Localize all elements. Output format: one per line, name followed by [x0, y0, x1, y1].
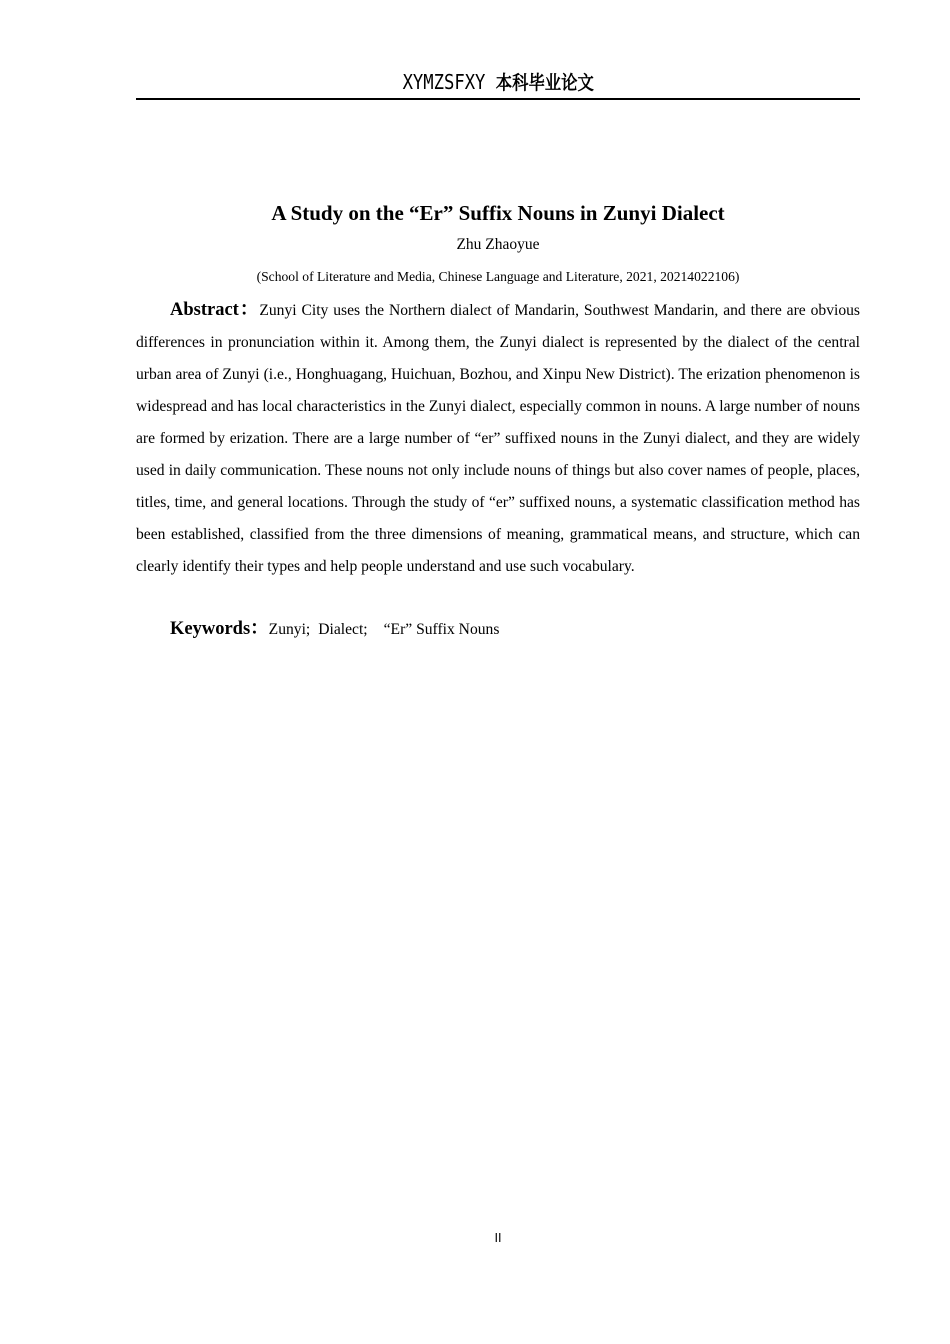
keywords-line — [136, 614, 860, 645]
keyword-item: “Er” Suffix Nouns — [383, 621, 500, 638]
page-number: II — [494, 1231, 502, 1245]
author-affiliation: (School of Literature and Media, Chinese Language and Literature, 2021, 20214022106) — [256, 269, 740, 284]
paper-title: A Study on the “Er” Suffix Nouns in Zunyi Dialect — [271, 201, 725, 225]
abstract-paragraph — [136, 294, 860, 583]
header-title — [402, 68, 593, 97]
author-name: Zhu Zhaoyue — [456, 236, 540, 253]
keyword-item: Dialect; — [318, 621, 368, 638]
header-latin: XYMZSFXY — [402, 70, 486, 94]
keywords-label: Keywords： — [170, 619, 269, 639]
running-header — [136, 68, 860, 100]
abstract-text: Zunyi City uses the Northern dialect of Mandarin, Southwest Mandarin, and there are obvious differences in pronunciation within it. Among them, the Zunyi dialect is represented by the dialect of the central urban area of Zunyi (i.e., Honghuagang, Huichuan, Bozhou, and Xinpu New District). The erization phenomenon is widespread and has local characteristics in the Zunyi dialect, especially common in nouns. A large number of nouns are formed by erization. There are a large number of “er” suffixed nouns in the Zunyi dialect, and they are widely used in daily communication. These nouns not only include nouns of things but also cover names of people, places, titles, time, and general locations. Through the study of “er” suffixed nouns, a systematic classification method has been established, classified from the three dimensions of meaning, grammatical means, and structure, which can clearly identify their types and help people understand and use such vocabulary. — [136, 302, 860, 575]
header-chinese: 本科毕业论文 — [495, 72, 594, 94]
abstract-label: Abstract： — [170, 300, 260, 320]
keyword-item: Zunyi; — [268, 621, 311, 638]
